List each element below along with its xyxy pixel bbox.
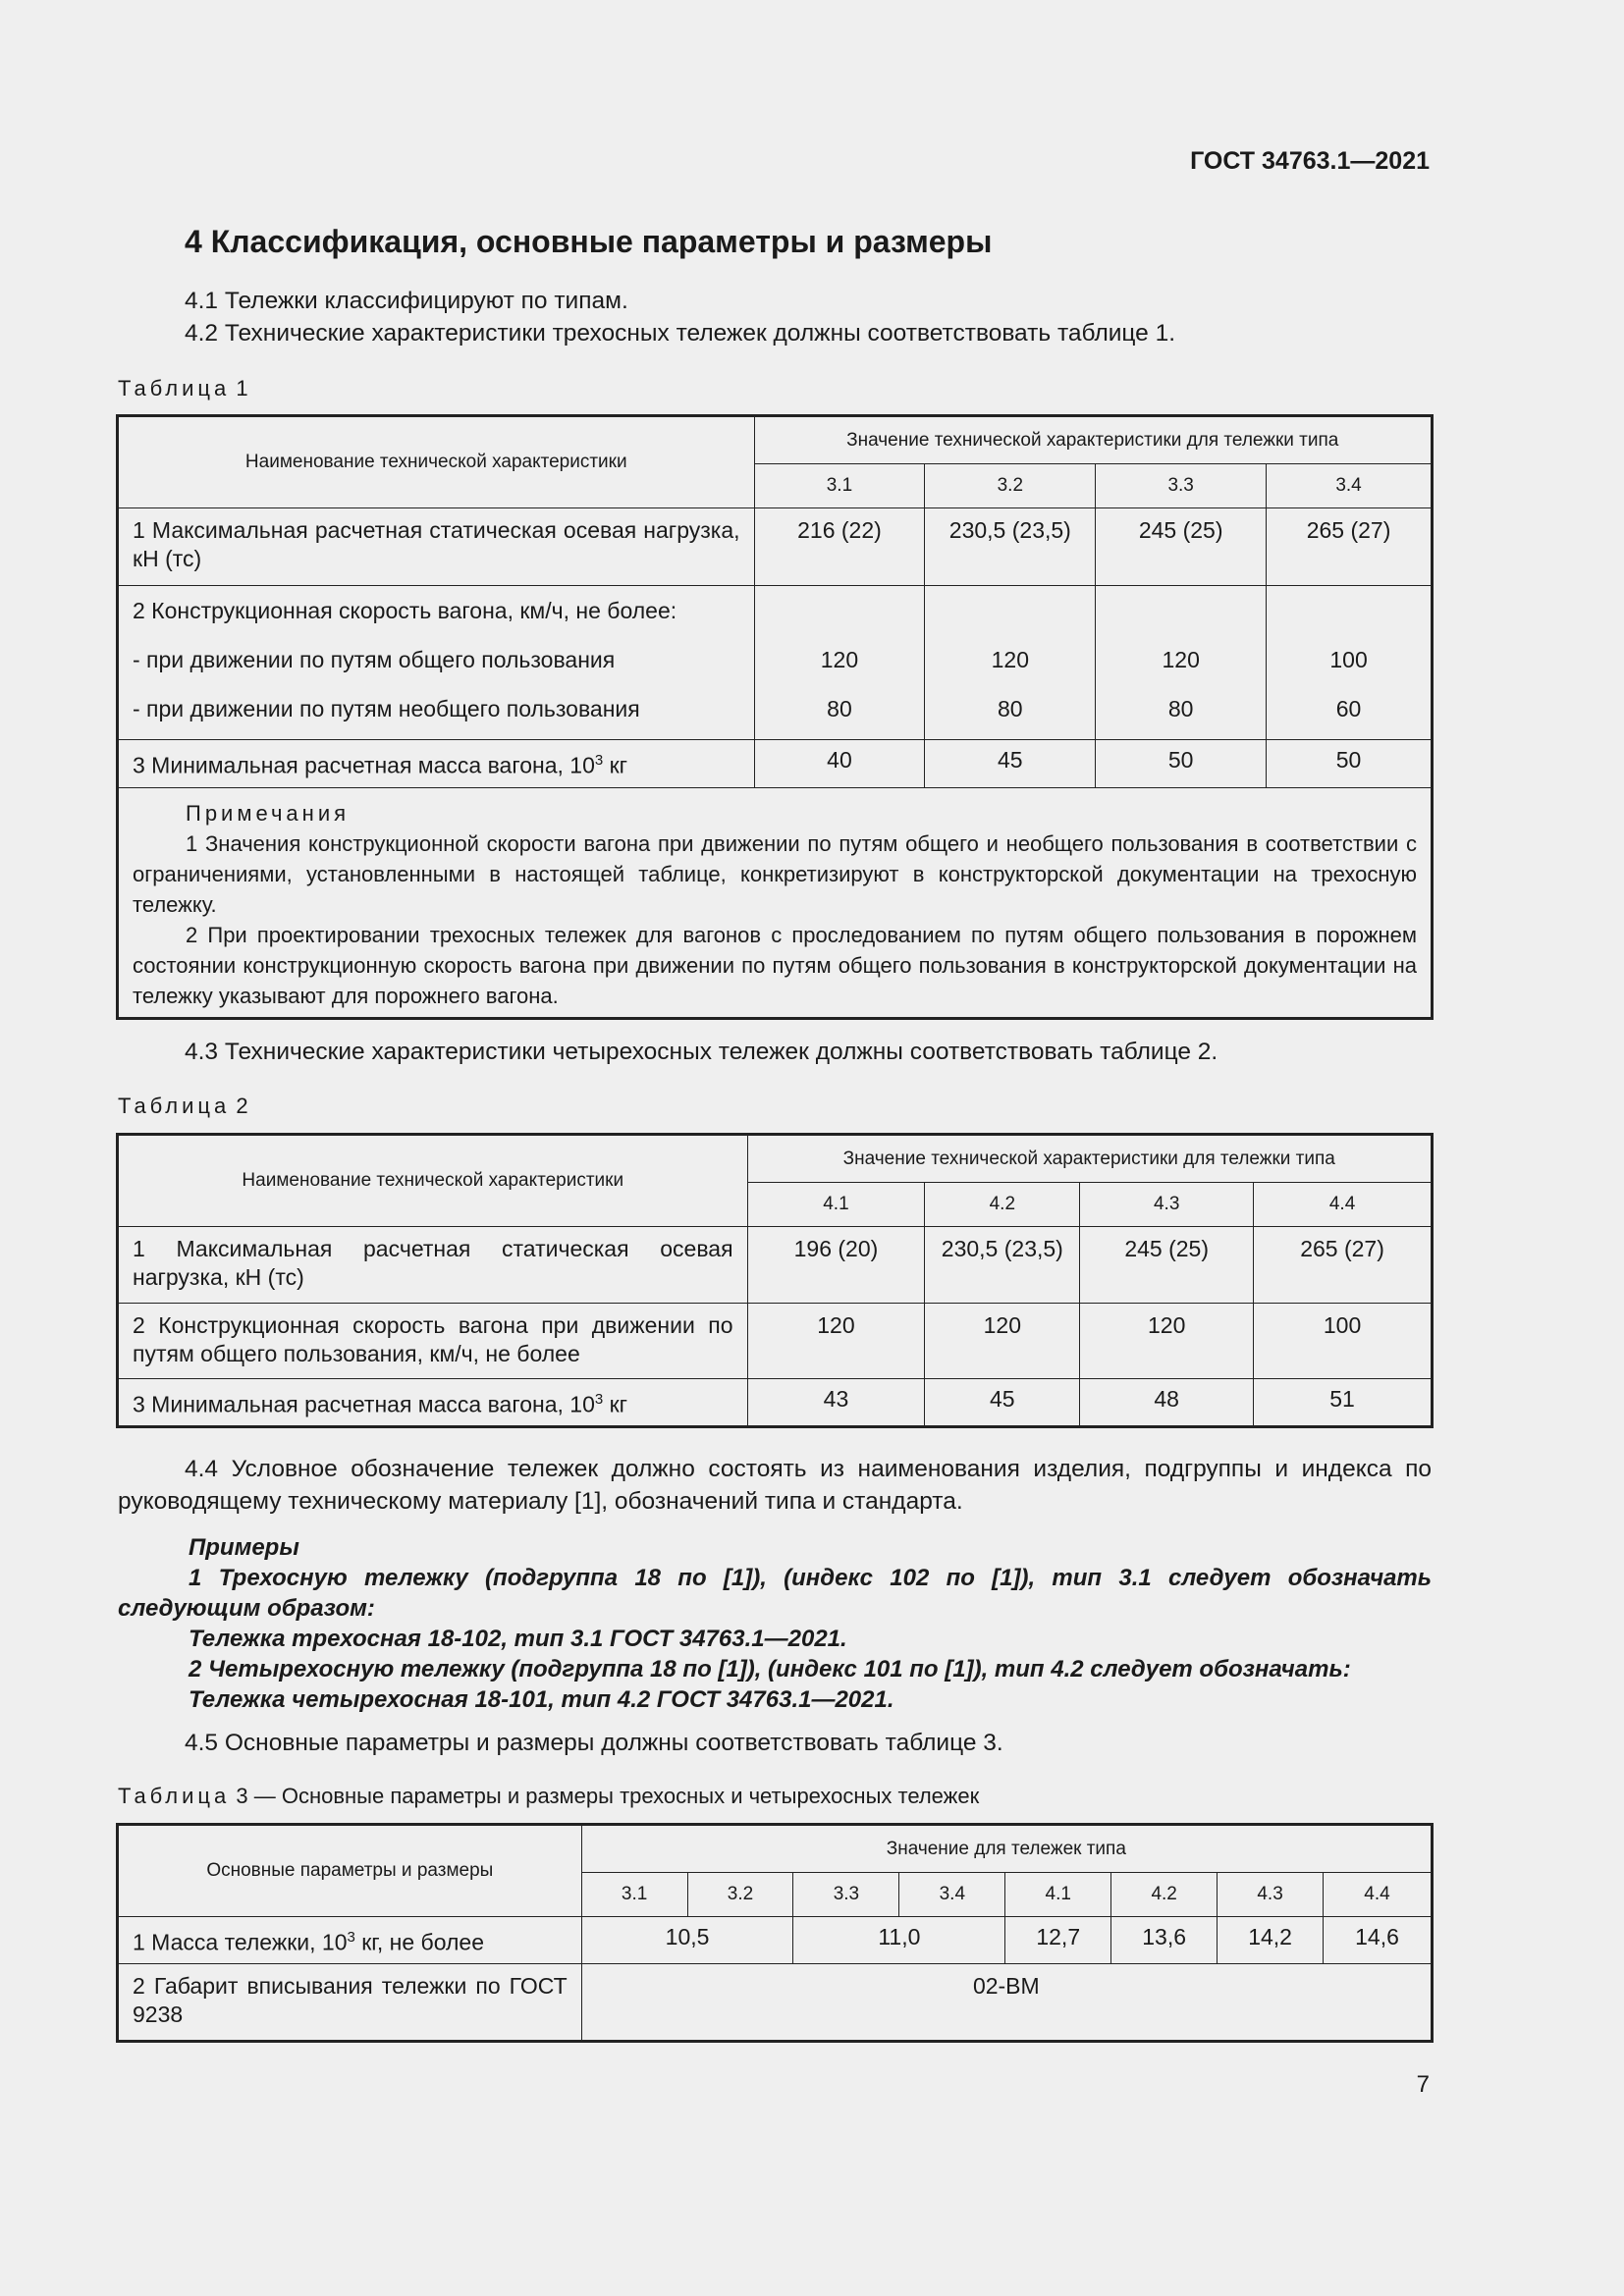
type-header: 4.2	[1111, 1873, 1218, 1917]
note-1: 1 Значения конструкционной скорости вагона при движении по путям общего и необщего пользования в соответствии с ограничениями, установленными в настоящей таблице, конкретизируют в конструкторской документации на трехосную тележку.	[133, 831, 1417, 917]
cell-value: 51	[1254, 1379, 1432, 1426]
cell-value: 43	[747, 1379, 925, 1426]
type-header: 3.2	[687, 1873, 793, 1917]
cell-value: 02-ВМ	[581, 1963, 1431, 2040]
cell-value: 265 (27)	[1267, 508, 1432, 586]
paragraph-4-3: 4.3 Технические характеристики четырехосных тележек должны соответствовать таблице 2.	[185, 1039, 1218, 1065]
cell-value: 230,5 (23,5)	[925, 1227, 1080, 1304]
cell-value: 80	[998, 696, 1023, 721]
type-header: 4.2	[925, 1183, 1080, 1227]
cell-value: 120	[820, 647, 859, 672]
type-header: 3.3	[793, 1873, 899, 1917]
cell-value: 45	[925, 740, 1096, 788]
row-name: 2 Конструкционная скорость вагона при движении по путям общего пользования, км/ч, не более	[119, 1304, 748, 1379]
table-2	[118, 1135, 1432, 1426]
table-row	[119, 1227, 1432, 1304]
cell-value: 14,6	[1324, 1917, 1432, 1964]
cell-value: 14,2	[1218, 1917, 1324, 1964]
table-header-name: Основные параметры и размеры	[119, 1826, 582, 1917]
standard-header: ГОСТ 34763.1—2021	[1190, 147, 1430, 175]
note-2: 2 При проектировании трехосных тележек для вагонов с проследованием по путям общего пользования в порожнем состоянии конструкционную скорость вагона при движении по путям общего пользования в конструкторской документации на тележку указывают для порожнего вагона.	[133, 923, 1417, 1008]
table-1	[118, 416, 1432, 1018]
paragraph-4-2: 4.2 Технические характеристики трехосных тележек должны соответствовать таблице 1.	[185, 320, 1176, 347]
cell-value: 120	[747, 1304, 925, 1379]
type-header: 4.1	[1005, 1873, 1111, 1917]
row-subitem: - при движении по путям необщего пользования	[133, 696, 640, 721]
table-row	[119, 1963, 1432, 2040]
row-name: 2 Конструкционная скорость вагона, км/ч, не более:	[133, 598, 677, 623]
table-header-name: Наименование технической характеристики	[119, 417, 755, 508]
table-row	[119, 508, 1432, 586]
cell-value: 230,5 (23,5)	[925, 508, 1096, 586]
table-2-caption	[118, 1094, 252, 1119]
notes-title: Примечания	[186, 801, 351, 826]
type-header: 3.1	[581, 1873, 687, 1917]
type-header: 3.3	[1096, 464, 1267, 508]
table-row	[119, 1917, 1432, 1964]
type-header: 4.3	[1218, 1873, 1324, 1917]
examples-block	[118, 1532, 1432, 1715]
cell-value: 45	[925, 1379, 1080, 1426]
table-header-name: Наименование технической характеристики	[119, 1136, 748, 1227]
examples-title: Примеры	[189, 1534, 299, 1561]
cell-value: 13,6	[1111, 1917, 1218, 1964]
table-row	[119, 1304, 1432, 1379]
type-header: 4.3	[1080, 1183, 1254, 1227]
cell-value: 50	[1267, 740, 1432, 788]
cell-value: 216 (22)	[754, 508, 925, 586]
page-number: 7	[1416, 2071, 1430, 2098]
table-caption-title: 3 — Основные параметры и размеры трехосных и четырехосных тележек	[236, 1784, 980, 1808]
type-header: 3.2	[925, 464, 1096, 508]
cell-value: 80	[827, 696, 852, 721]
table-caption-word: Таблица	[118, 376, 231, 400]
cell-value: 10,5	[581, 1917, 793, 1964]
example-2: 2 Четырехосную тележку (подгруппа 18 по [1]), (индекс 101 по [1]), тип 4.2 следует обозначать:	[189, 1656, 1351, 1682]
cell-value: 196 (20)	[747, 1227, 925, 1304]
paragraph-4-4: 4.4 Условное обозначение тележек должно состоять из наименования изделия, подгруппы и индекса по руководящему техническому материалу [1], обозначений типа и стандарта.	[118, 1456, 1432, 1515]
table-caption-number: 2	[236, 1094, 252, 1118]
type-header: 4.4	[1254, 1183, 1432, 1227]
section-title: 4 Классификация, основные параметры и размеры	[185, 224, 993, 259]
cell-value: 265 (27)	[1254, 1227, 1432, 1304]
cell-value: 12,7	[1005, 1917, 1111, 1964]
cell-value: 245 (25)	[1096, 508, 1267, 586]
table-header-value: Значение технической характеристики для тележки типа	[754, 417, 1431, 464]
cell-value: 60	[1335, 696, 1362, 721]
cell-value: 120	[991, 647, 1029, 672]
type-header: 3.4	[899, 1873, 1005, 1917]
table-caption-number: 1	[236, 376, 252, 400]
cell-value: 245 (25)	[1080, 1227, 1254, 1304]
type-header: 4.1	[747, 1183, 925, 1227]
table-3-caption	[118, 1784, 979, 1809]
row-name: 1 Максимальная расчетная статическая осевая нагрузка, кН (тс)	[119, 508, 755, 586]
table-caption-word: Таблица	[118, 1094, 231, 1118]
table-1-caption	[118, 376, 252, 401]
table-header-value: Значение для тележек типа	[581, 1826, 1431, 1873]
row-name: 1 Масса тележки, $10^3$ кг, не более	[119, 1917, 582, 1964]
paragraph-4-1: 4.1 Тележки классифицируют по типам.	[185, 288, 628, 314]
cell-value: 50	[1096, 740, 1267, 788]
table-notes-row	[119, 788, 1432, 1018]
table-row	[119, 1379, 1432, 1426]
example-1: 1 Трехосную тележку (подгруппа 18 по [1]), (индекс 102 по [1]), тип 3.1 следует обозначать следующим образом:	[118, 1565, 1432, 1622]
cell-value: 100	[1254, 1304, 1432, 1379]
row-name: 3 Минимальная расчетная масса вагона, $10^3$ кг	[119, 740, 755, 788]
table-header-value: Значение технической характеристики для тележки типа	[747, 1136, 1431, 1183]
cell-value: 11,0	[793, 1917, 1005, 1964]
row-name: 3 Минимальная расчетная масса вагона, $10^3$ кг	[119, 1379, 748, 1426]
example-1-value: Тележка трехосная 18-102, тип 3.1 ГОСТ 34763.1—2021.	[189, 1626, 847, 1652]
cell-value: 100	[1329, 647, 1368, 672]
cell-value: 120	[925, 1304, 1080, 1379]
table-row	[119, 740, 1432, 788]
cell-value: 120	[1080, 1304, 1254, 1379]
cell-value: 48	[1080, 1379, 1254, 1426]
row-subitem: - при движении по путям общего пользования	[133, 647, 616, 672]
cell-value: 80	[1167, 696, 1194, 721]
cell-value: 120	[1162, 647, 1200, 672]
type-header: 4.4	[1324, 1873, 1432, 1917]
type-header: 3.4	[1267, 464, 1432, 508]
type-header: 3.1	[754, 464, 925, 508]
table-3	[118, 1825, 1432, 2041]
cell-value: 40	[754, 740, 925, 788]
row-name: 2 Габарит вписывания тележки по ГОСТ 9238	[119, 1963, 582, 2040]
row-name: 1 Максимальная расчетная статическая осевая нагрузка, кН (тс)	[119, 1227, 748, 1304]
table-row	[119, 586, 1432, 740]
paragraph-4-5: 4.5 Основные параметры и размеры должны соответствовать таблице 3.	[185, 1730, 1003, 1756]
example-2-value: Тележка четырехосная 18-101, тип 4.2 ГОСТ 34763.1—2021.	[189, 1686, 894, 1713]
table-caption-word: Таблица	[118, 1784, 231, 1808]
